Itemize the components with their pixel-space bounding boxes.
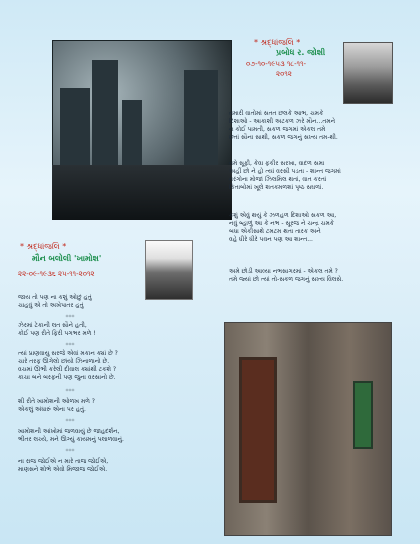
paragraph-line: કિતાબોમાં ખૂલે શતકમળશાં પૃષ્ઠ સઘળાં. [229, 184, 324, 192]
poem-stanza-1 [18, 294, 208, 310]
paragraph-line: તમે સૂફી, કેવા ફકીર સરખા, વાદળ સમા [229, 160, 325, 167]
paragraph-line: ન કોઈ પામતી, સકળ જગમાં એકલ તમે [229, 126, 326, 134]
poem-line: માણસને શોભે એવો મિજાજ જોઈએ. [18, 466, 108, 474]
tribute-year-1: ૨૦૧૨ [276, 70, 292, 78]
old-alley-doors-photo [224, 322, 392, 536]
paragraph-line: અમે છોડી આવ્યા નભસાગરમાં - એકલ તમે ? [229, 268, 338, 275]
tribute-date-2: ૨૨-૦૯-૧૯૩૬ ૨૫-૧૧-૨૦૧૨ [18, 270, 95, 278]
poem-line: વચમાં ઊભી કરેલી દીવાલ ક્યાંથી ટકશે ? [18, 366, 117, 374]
paragraph-line: કશું એવું થયું કે ઝળહળ દિશાઓ સકળ આ, [229, 212, 337, 219]
tribute-date-1: ૦૭-૧૦-૧૯૫૩ ૧૮-૧૧- [246, 60, 307, 68]
poem-line: ના રાજ જોઈએ ન મારે તાજ જોઈએ, [18, 458, 109, 465]
poem-line: ઝેરમાં ટેકાની લત સૌને હતી, [18, 322, 87, 329]
poem-stanza-4 [18, 398, 208, 414]
tribute-name-1: પ્રબોધ ર. જોશી [276, 48, 326, 57]
tribute-paragraph-3 [229, 212, 409, 244]
poem-line: જાય તો પણ ના કશું ઓછું હતું [18, 294, 92, 301]
poem-line: એકલું અંધારું એના પર હતું. [18, 406, 86, 414]
tribute-heading-2: * શ્રદ્ધાંજલિ * [20, 242, 67, 251]
separator: *** [65, 388, 75, 395]
poem-line: ચારે તરફ ઊગેલો છાંયો ઝિનાળાનો છે. [18, 358, 110, 366]
tribute-paragraph-2 [229, 160, 409, 192]
tribute-heading-1: * શ્રદ્ધાંજલિ * [254, 38, 301, 47]
poem-line: ખામોશની આંખોમાં જળવાયું છે જાહદર્શન, [18, 428, 120, 435]
paragraph-line: બધા એકીસાથે ટમટમ થતા તારક અને [229, 228, 321, 236]
separator: *** [65, 342, 75, 349]
poem-line: ભીતર લચ્યે, મને ઊગ્યું કાયમનું પલાળવાનું. [18, 436, 124, 444]
separator: *** [65, 448, 75, 455]
poem-stanza-3 [18, 350, 218, 382]
poem-line: ત્યાં પ્રાણવાયુ સરજે એવાં મકાન ક્યાં છે ? [18, 350, 118, 357]
tribute-paragraph-4 [229, 268, 409, 284]
paragraph-line: તમારી વાતોમાં સતત છલકે આભ, ચમકે [229, 110, 324, 117]
paragraph-line: વહે ધીરે ધીરે પવન પણ આ શાન્ત... [229, 236, 313, 244]
poem-line: કોઈ પણ રીતે ફિરી પગભર મળે ! [18, 330, 96, 338]
paragraph-line: તમે જ્યાં છો ત્યાં તો-સકળ જગનું સખ્ય વિલસે. [229, 276, 344, 284]
paragraph-line: છતાં સૌના સાથી, સકળ જગનું સખ્ય તમ-થી. [229, 134, 338, 142]
poem-stanza-2 [18, 322, 208, 338]
poem-line: ચાહવું એ તો અખેપાતર હતું [18, 302, 84, 310]
separator: *** [65, 418, 75, 425]
paragraph-line: નવું બ્હાળું આ કે નભ - સૂરજ ને ચન્દ્ર ચમકે [229, 220, 334, 228]
paragraph-line: દિશાઓ - આકાશી અટકળ ઝરે મૌન...તમને [229, 118, 336, 126]
tribute-name-2: મૌન બલોલી 'ખામોશ' [32, 254, 102, 263]
poem-stanza-6 [18, 458, 218, 474]
poem-line: શી રીતે ખામોશની ઓળખ મળે ? [18, 398, 95, 405]
paragraph-line: તરંગોના મોજાં ઝિલમિલ થતાં, વાત કરતાં [229, 176, 327, 184]
portrait-maun-baloli [145, 240, 193, 300]
gothic-city-illustration [52, 40, 232, 220]
tribute-paragraph-1 [229, 110, 409, 142]
poem-line: કાચા બને બરફની પણ જુના વરસાનો છે. [18, 374, 116, 382]
paragraph-line: અહીં છો ને હો ત્યાં વરસી પડતા - શાન્ત જગમાં [229, 168, 341, 176]
poem-stanza-5 [18, 428, 218, 444]
separator: *** [65, 314, 75, 321]
portrait-prabodh-joshi [343, 42, 393, 104]
